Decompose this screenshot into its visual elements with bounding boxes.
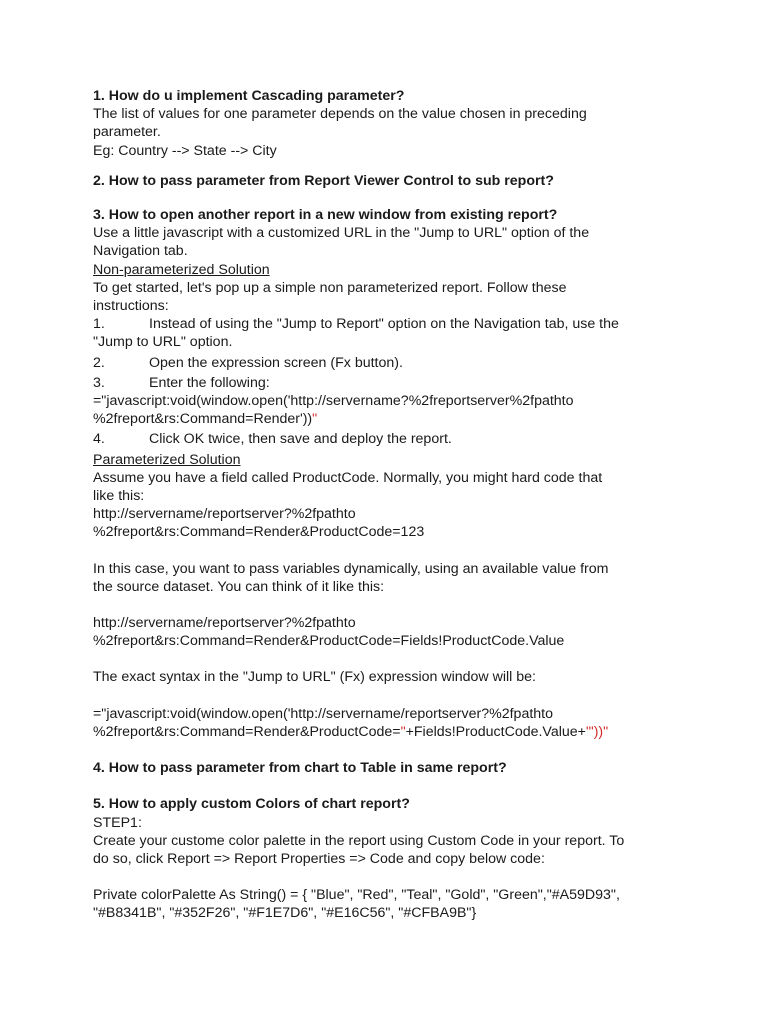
step-item (93, 374, 693, 392)
code-line: "#B8341B", "#352F26", "#F1E7D6", "#E16C56", "#CFBA9B"} (93, 905, 477, 922)
code-line: %2freport&rs:Command=Render&ProductCode="+Fields!ProductCode.Value+"'))" (93, 723, 609, 740)
step-text: Open the expression screen (Fx button). (149, 354, 403, 371)
code-line: %2freport&rs:Command=Render'))" (93, 411, 318, 428)
q5-text: Create your custome color palette in the report using Custom Code in your report. To (93, 832, 625, 849)
url-line: http://servername/reportserver?%2fpathto (93, 615, 356, 632)
question-4-heading: 4. How to pass parameter from chart to Table in same report? (93, 760, 507, 777)
question-3-heading: 3. How to open another report in a new window from existing report? (93, 207, 558, 224)
url-line: %2freport&rs:Command=Render&ProductCode=123 (93, 524, 425, 541)
nonparam-heading: Non-parameterized Solution (93, 261, 270, 278)
url-line: http://servername/reportserver?%2fpathto (93, 506, 356, 523)
code-line: ="javascript:void(window.open('http://servername?%2freportserver%2fpathto (93, 393, 574, 410)
dynamic-text: the source dataset. You can think of it like this: (93, 578, 385, 595)
code-line: Private colorPalette As String() = { "Blue", "Red", "Teal", "Gold", "Green","#A59D93", (93, 887, 620, 904)
code-line: ="javascript:void(window.open('http://servername/reportserver?%2fpathto (93, 705, 554, 722)
param-text: like this: (93, 488, 145, 505)
q1-answer-line: The list of values for one parameter depends on the value chosen in preceding (93, 106, 587, 123)
syntax-text: The exact syntax in the "Jump to URL" (Fx) expression window will be: (93, 669, 536, 686)
step-number: 4. (93, 431, 105, 448)
step-text: Instead of using the "Jump to Report" option on the Navigation tab, use the (149, 316, 619, 333)
q3-intro-line: Use a little javascript with a customized URL in the "Jump to URL" option of the (93, 225, 590, 242)
step-text: Click OK twice, then save and deploy the report. (149, 431, 452, 448)
q1-answer-line: parameter. (93, 124, 161, 141)
param-heading: Parameterized Solution (93, 451, 241, 468)
step-item (93, 430, 693, 448)
step-text: Enter the following: (149, 374, 270, 391)
q1-example: Eg: Country --> State --> City (93, 142, 277, 159)
q5-text: do so, click Report => Report Properties => Code and copy below code: (93, 850, 545, 867)
nonparam-text: To get started, let's pop up a simple non parameterized report. Follow these (93, 279, 567, 296)
dynamic-text: In this case, you want to pass variables dynamically, using an available value from (93, 560, 609, 577)
document-body (93, 87, 693, 923)
step-item (93, 354, 693, 372)
url-line: %2freport&rs:Command=Render&ProductCode=Fields!ProductCode.Value (93, 633, 565, 650)
question-2-heading: 2. How to pass parameter from Report Viewer Control to sub report? (93, 172, 554, 189)
step-number: 1. (93, 316, 105, 333)
q3-intro-line: Navigation tab. (93, 243, 188, 260)
step-item (93, 315, 693, 333)
nonparam-text: instructions: (93, 298, 169, 315)
step-continuation: "Jump to URL" option. (93, 334, 233, 351)
question-5-heading: 5. How to apply custom Colors of chart report? (93, 796, 410, 813)
param-text: Assume you have a field called ProductCode. Normally, you might hard code that (93, 469, 603, 486)
step-label: STEP1: (93, 814, 142, 831)
step-number: 3. (93, 374, 105, 391)
question-1-heading: 1. How do u implement Cascading parameter? (93, 88, 405, 104)
step-number: 2. (93, 354, 105, 371)
